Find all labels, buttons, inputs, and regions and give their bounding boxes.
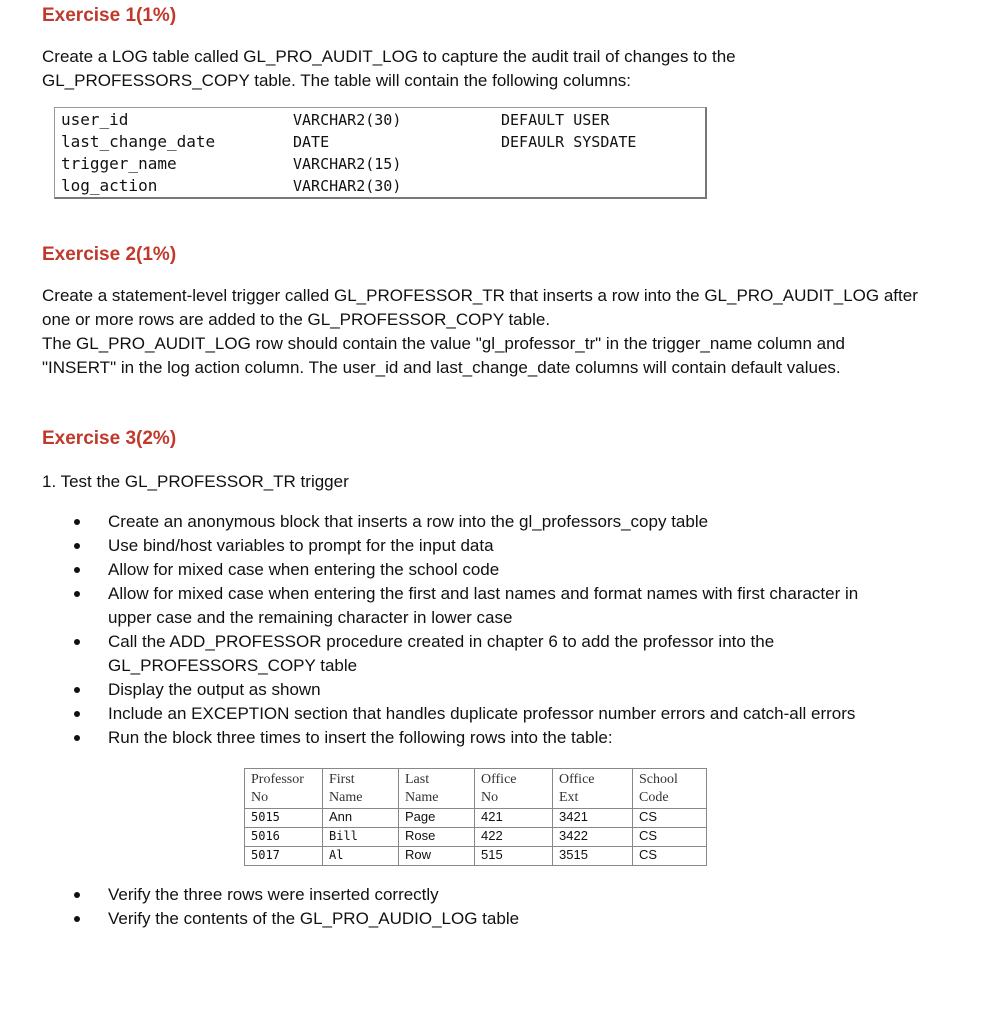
table-cell: 5017 [245,847,323,866]
table-cell: Rose [399,828,475,847]
column-type: VARCHAR2(30) [293,111,402,129]
table-cell: Bill [323,828,399,847]
column-row [61,153,699,175]
list-item-text: upper case and the remaining character in lower case [108,608,513,627]
list-item [0,702,858,726]
list-item-text: Use bind/host variables to prompt for the input data [108,536,494,555]
audit-log-columns-table [54,107,707,199]
list-item [0,907,519,931]
column-type: VARCHAR2(15) [293,155,402,173]
table-cell: Ann [323,809,399,828]
column-row [61,109,699,131]
table-cell: CS [633,847,707,866]
exercise2-text [42,284,918,380]
table-cell: 5016 [245,828,323,847]
column-type: DATE [293,133,330,151]
list-item [0,534,858,558]
table-cell: 422 [475,828,553,847]
table-row [245,828,707,847]
list-item-text: Verify the contents of the GL_PRO_AUDIO_LOG table [108,909,520,928]
bullet-icon [74,591,80,597]
column-name: trigger_name [61,154,177,173]
list-item-text: Allow for mixed case when entering the first and last names and format names with first character in [108,584,859,603]
bullet-icon [74,687,80,693]
column-row [61,175,699,197]
exercise3-bullet-list [0,510,858,750]
list-item-text: Allow for mixed case when entering the school code [108,560,500,579]
column-name: last_change_date [61,132,216,151]
column-default: DEFAULT USER [501,111,610,129]
exercise2-heading: Exercise 2(1%) [42,244,177,265]
list-item [0,630,858,678]
column-name: log_action [61,176,158,195]
list-item [0,726,858,750]
bullet-icon [74,916,80,922]
table-cell: CS [633,809,707,828]
column-row [61,131,699,153]
table-cell: Al [323,847,399,866]
professor-rows-table [244,768,707,866]
list-item [0,558,858,582]
exercise1-intro [42,45,736,93]
table-cell: Page [399,809,475,828]
list-item-text: Include an EXCEPTION section that handles duplicate professor number errors and catch-all errors [108,704,856,723]
column-header: Office No [475,769,553,809]
exercise2-line: The GL_PRO_AUDIT_LOG row should contain the value "gl_professor_tr" in the trigger_name column and [42,334,845,353]
table-cell: 3422 [553,828,633,847]
list-item [0,883,519,907]
exercise2-line: one or more rows are added to the GL_PROFESSOR_COPY table. [42,310,551,329]
column-default: DEFAULR SYSDATE [501,133,637,151]
bullet-icon [74,567,80,573]
list-item-text: Create an anonymous block that inserts a row into the gl_professors_copy table [108,512,709,531]
table-row [245,847,707,866]
list-item-text: Display the output as shown [108,680,321,699]
column-header: Professor No [245,769,323,809]
bullet-icon [74,519,80,525]
list-item [0,678,858,702]
table-cell: Row [399,847,475,866]
exercise1-intro-line: Create a LOG table called GL_PRO_AUDIT_LOG to capture the audit trail of changes to the [42,47,736,66]
column-header: First Name [323,769,399,809]
exercise2-line: "INSERT" in the log action column. The user_id and last_change_date columns will contain default values. [42,358,841,377]
bullet-icon [74,892,80,898]
table-cell: 421 [475,809,553,828]
column-header: School Code [633,769,707,809]
exercise3-step [42,470,349,494]
bullet-icon [74,639,80,645]
list-item [0,582,858,630]
table-header-row [245,769,707,809]
exercise3-heading: Exercise 3(2%) [42,428,177,449]
exercise1-heading: Exercise 1(1%) [42,5,177,26]
list-item-text: Verify the three rows were inserted correctly [108,885,439,904]
column-header: Last Name [399,769,475,809]
list-item [0,510,858,534]
table-cell: 3515 [553,847,633,866]
column-type: VARCHAR2(30) [293,177,402,195]
bullet-icon [74,543,80,549]
list-item-text: GL_PROFESSORS_COPY table [108,656,358,675]
exercise1-intro-line: GL_PROFESSORS_COPY table. The table will contain the following columns: [42,71,631,90]
bullet-icon [74,735,80,741]
list-item-text: Call the ADD_PROFESSOR procedure created in chapter 6 to add the professor into the [108,632,775,651]
bullet-icon [74,711,80,717]
exercise3-step-text: 1. Test the GL_PROFESSOR_TR trigger [42,472,349,491]
table-row [245,809,707,828]
exercise2-line: Create a statement-level trigger called GL_PROFESSOR_TR that inserts a row into the GL_PRO_AUDIT_LOG after [42,286,918,305]
list-item-text: Run the block three times to insert the following rows into the table: [108,728,613,747]
table-cell: 3421 [553,809,633,828]
column-name: user_id [61,110,129,129]
table-cell: 515 [475,847,553,866]
column-header: Office Ext [553,769,633,809]
table-cell: 5015 [245,809,323,828]
exercise3-verify-list [0,883,519,931]
table-cell: CS [633,828,707,847]
